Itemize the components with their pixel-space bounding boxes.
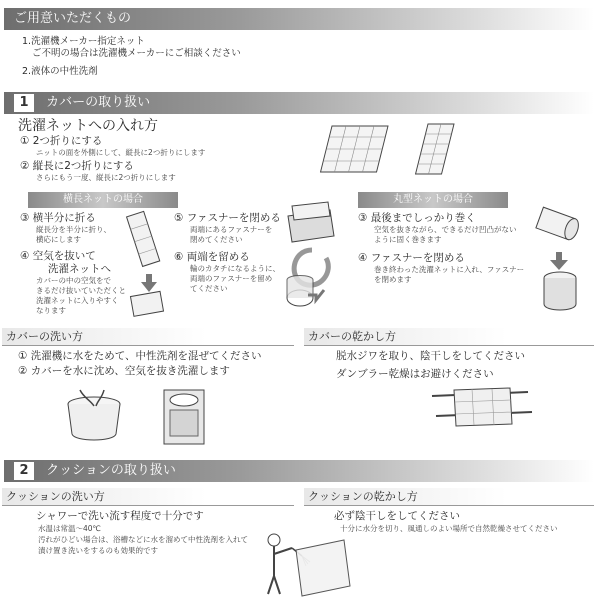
prepare-title: ご用意いただくもの (14, 11, 132, 26)
flat-step3-note2: 横応にします (36, 235, 81, 244)
cover-wash-title: カバーの洗い方 (6, 330, 83, 343)
washing-illustration (60, 384, 210, 448)
shower-cushion-illustration (262, 530, 352, 600)
flat-step6-title: ⑥ 両端を留める (174, 251, 250, 263)
prepare-item1-note: ご不明の場合は洗濯機メーカーにご相談ください (32, 48, 241, 59)
flat-step4-note4: なります (36, 306, 66, 315)
cushion-wash-note2: 汚れがひどい場合は、浴槽などに水を溜めて中性洗剤を入れて (38, 535, 248, 544)
rolled-cover-illustration (534, 206, 590, 316)
round-step3-title: ③ 最後までしっかり巻く (358, 212, 476, 224)
round-step3-note2: ように固く巻きます (374, 235, 442, 244)
section2-number: 2 (14, 462, 34, 480)
step1-note: ニットの面を外側にして、縦長に2つ折りにします (36, 148, 206, 157)
round-step3-note1: 空気を抜きながら、できるだけ凹凸がない (374, 225, 517, 234)
cover-dry-line2: ダンブラー乾燥はお避けください (336, 368, 494, 380)
net-title: 洗濯ネットへの入れ方 (18, 118, 158, 134)
cushion-dry-note1: 十分に水分を切り、風通しのよい場所で自然乾燥させてください (340, 524, 558, 533)
flat-step6-note1: 輪のカタチになるように、 (190, 264, 280, 273)
flat-step5-note2: 閉めてください (190, 235, 243, 244)
flat-step5-note1: 両端にあるファスナーを (190, 225, 273, 234)
round-step4-note2: を閉めます (374, 275, 412, 284)
cover-dry-title: カバーの乾かし方 (308, 330, 396, 343)
cushion-wash-note1: 水温は常温～40℃ (38, 524, 101, 533)
flat-step3-title: ③ 横半分に折る (20, 212, 96, 224)
section2-title-bar (4, 460, 594, 482)
round-step4-note1: 巻き終わった洗濯ネットに入れ、ファスナー (374, 265, 525, 274)
step2-note: さらにもう一度、縦長に2つ折りにします (36, 173, 176, 182)
tab-round-net (358, 192, 508, 208)
folded-strip-illustration (126, 208, 176, 308)
flat-step3-note1: 縦長分を半分に折り、 (36, 225, 111, 234)
flat-step5-title: ⑤ ファスナーを閉める (174, 212, 281, 224)
cushion-dry-header (304, 488, 594, 506)
flat-step4-note3: 洗濯ネットに入りやすく (36, 296, 119, 305)
tab-flat-net-label: 横長ネットの場合 (63, 194, 143, 205)
section1-title: カバーの取り扱い (46, 95, 151, 110)
cover-dry-line1: 脱水ジワを取り、陰干しをしてください (336, 350, 525, 362)
net-bag-illustration (282, 202, 342, 312)
cover-wash-header (2, 328, 294, 346)
step2-title: ② 縦長に2つ折りにする (20, 160, 134, 172)
flat-step4-note2: きるだけ抜いていただくと (36, 286, 126, 295)
flat-step4-note1: カバーの中の空気をで (36, 276, 111, 285)
prepare-item1: 1.洗濯機メーカー指定ネット (22, 36, 145, 47)
section1-number: 1 (14, 94, 34, 112)
cover-wash-step2: ② カバーを水に沈め、空気を抜き洗濯します (18, 365, 230, 377)
step1-title: ① 2つ折りにする (20, 135, 103, 147)
cushion-wash-line1: シャワーで洗い流す程度で十分です (36, 510, 204, 522)
flat-step4-title2: 洗濯ネットへ (48, 263, 111, 275)
flat-step4-title1: ④ 空気を抜いて (20, 250, 96, 262)
section1-title-bar (4, 92, 594, 114)
cushion-wash-header (2, 488, 294, 506)
cover-dry-header (304, 328, 594, 346)
folded-cover-illustration (318, 118, 478, 178)
hanging-cover-illustration (432, 384, 532, 434)
cushion-dry-line1: 必ず陰干しをしてください (334, 510, 460, 522)
flat-step6-note2: 両端のファスナーを留め (190, 274, 273, 283)
flat-step6-note3: てください (190, 284, 228, 293)
prepare-item2: 2.液体の中性洗剤 (22, 66, 98, 77)
section2-title: クッションの取り扱い (46, 463, 176, 478)
tab-round-net-label: 丸型ネットの場合 (393, 194, 473, 205)
cover-wash-step1: ① 洗濯機に水をためて、中性洗剤を混ぜてください (18, 350, 262, 362)
prepare-title-bar (4, 8, 594, 30)
tab-flat-net (28, 192, 178, 208)
cushion-wash-note3: 漬け置き洗いをするのも効果的です (38, 546, 158, 555)
cushion-wash-title: クッションの洗い方 (6, 490, 105, 503)
cushion-dry-title: クッションの乾かし方 (308, 490, 418, 503)
round-step4-title: ④ ファスナーを閉める (358, 252, 465, 264)
